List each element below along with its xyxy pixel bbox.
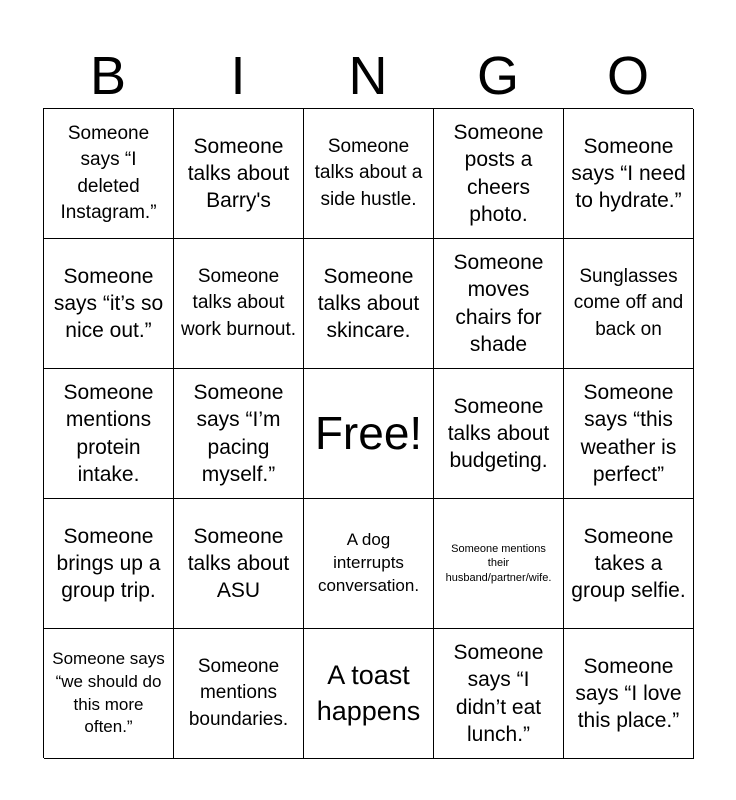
header-letter-n: N: [348, 46, 388, 106]
bingo-cell[interactable]: Someone talks about work burnout.: [174, 239, 304, 369]
bingo-cell[interactable]: Someone talks about ASU: [174, 499, 304, 629]
bingo-cell[interactable]: Someone mentions boundaries.: [174, 629, 304, 759]
bingo-cell[interactable]: Someone posts a cheers photo.: [434, 109, 564, 239]
bingo-cell[interactable]: Someone talks about a side hustle.: [304, 109, 434, 239]
bingo-cell[interactable]: Someone says “I love this place.”: [564, 629, 694, 759]
header-letter-o: O: [606, 46, 649, 106]
bingo-cell[interactable]: Sunglasses come off and back on: [564, 239, 694, 369]
bingo-cell[interactable]: Someone mentions protein intake.: [44, 369, 174, 499]
bingo-cell[interactable]: Someone says “I’m pacing myself.”: [174, 369, 304, 499]
bingo-cell[interactable]: Someone says “we should do this more often.”: [44, 629, 174, 759]
bingo-cell[interactable]: Someone says “I deleted Instagram.”: [44, 109, 174, 239]
header-letter-g: G: [476, 46, 519, 106]
header-letter-b: B: [89, 46, 127, 106]
bingo-cell[interactable]: Someone brings up a group trip.: [44, 499, 174, 629]
bingo-cell[interactable]: Someone talks about Barry's: [174, 109, 304, 239]
bingo-cell[interactable]: Someone mentions their husband/partner/wife.: [434, 499, 564, 629]
bingo-cell[interactable]: Someone says “I need to hydrate.”: [564, 109, 694, 239]
free-space-cell[interactable]: Free!: [304, 369, 434, 499]
bingo-cell[interactable]: Someone says “it’s so nice out.”: [44, 239, 174, 369]
bingo-header: [43, 44, 693, 108]
bingo-cell[interactable]: Someone says “this weather is perfect”: [564, 369, 694, 499]
bingo-board: [43, 108, 693, 758]
bingo-cell[interactable]: Someone says “I didn’t eat lunch.”: [434, 629, 564, 759]
bingo-cell[interactable]: A dog interrupts conversation.: [304, 499, 434, 629]
bingo-cell[interactable]: Someone talks about skincare.: [304, 239, 434, 369]
bingo-cell[interactable]: Someone moves chairs for shade: [434, 239, 564, 369]
bingo-cell[interactable]: Someone talks about budgeting.: [434, 369, 564, 499]
bingo-cell[interactable]: Someone takes a group selfie.: [564, 499, 694, 629]
header-letter-i: I: [230, 46, 246, 106]
bingo-cell[interactable]: A toast happens: [304, 629, 434, 759]
